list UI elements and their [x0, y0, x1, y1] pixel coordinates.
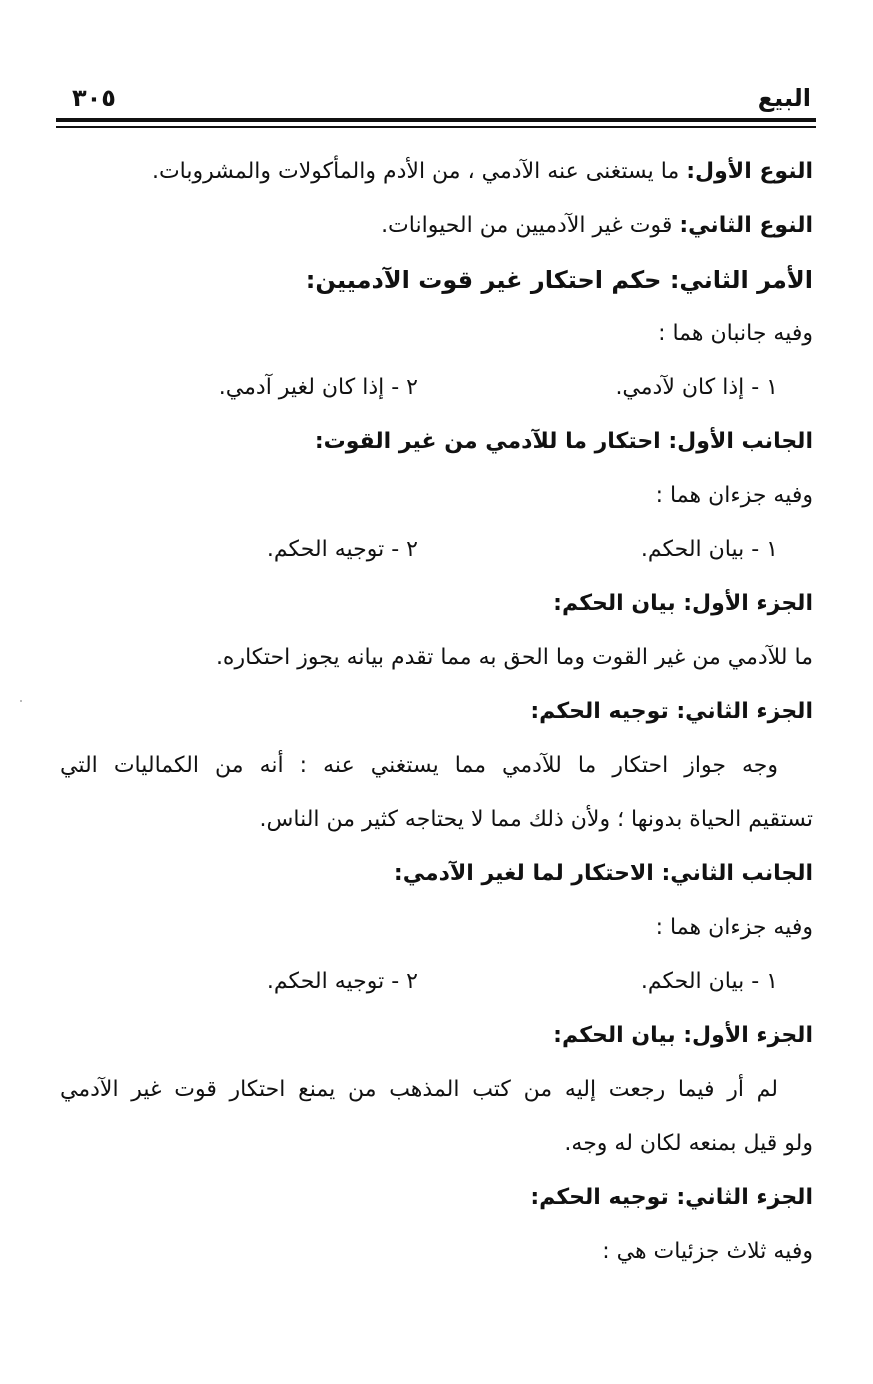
text-two-aspects-intro: وفيه جانبان هما :: [658, 321, 813, 346]
heading-part-two-justification: الجزء الثاني: توجيه الحكم:: [530, 699, 813, 724]
text-ruling-permitted: ما للآدمي من غير القوت وما الحق به مما تقدم بيانه يجوز احتكاره.: [215, 645, 813, 670]
heading-part-one-ruling-2: الجزء الأول: بيان الحكم:: [553, 1023, 813, 1048]
margin-speck: [20, 700, 22, 702]
heading-second-aspect: الجانب الثاني: الاحتكار لما لغير الآدمي:: [393, 861, 813, 886]
running-title: البيع: [757, 84, 811, 112]
heading-part-two-justification-2: الجزء الثاني: توجيه الحكم:: [530, 1185, 813, 1210]
label-type-one: النوع الأول:: [686, 159, 813, 184]
paragraph-type-one: [152, 154, 813, 190]
text-justification-line-1: وجه جواز احتكار ما للآدمي مما يستغني عنه : أنه من الكماليات التي: [60, 753, 778, 778]
heading-second-matter: الأمر الثاني: حكم احتكار غير قوت الآدميين:: [305, 266, 813, 294]
list-item-aspect-2: ٢ - إذا كان لغير آدمي.: [218, 375, 418, 400]
list-item-part-2a: ١ - بيان الحكم.: [640, 969, 778, 994]
page-number: ٣٠٥: [72, 84, 116, 112]
list-item-aspect-1: ١ - إذا كان لآدمي.: [615, 375, 778, 400]
list-item-part-2b: ٢ - توجيه الحكم.: [266, 969, 418, 994]
text-ruling-2-line-1: لم أر فيما رجعت إليه من كتب المذهب من يمنع احتكار قوت غير الآدمي: [60, 1077, 778, 1102]
header-rule-thick: [56, 118, 816, 122]
text-type-two: قوت غير الآدميين من الحيوانات.: [381, 213, 673, 238]
heading-part-one-ruling: الجزء الأول: بيان الحكم:: [553, 591, 813, 616]
label-type-two: النوع الثاني:: [679, 213, 813, 238]
list-item-part-1a: ١ - بيان الحكم.: [640, 537, 778, 562]
text-two-parts-intro-2: وفيه جزءان هما :: [655, 915, 813, 940]
heading-first-aspect: الجانب الأول: احتكار ما للآدمي من غير القوت:: [314, 429, 813, 454]
header-rule-thin: [56, 126, 816, 128]
list-item-part-1b: ٢ - توجيه الحكم.: [266, 537, 418, 562]
text-justification-line-2: تستقيم الحياة بدونها ؛ ولأن ذلك مما لا يحتاجه كثير من الناس.: [259, 807, 813, 832]
text-type-one: ما يستغنى عنه الآدمي ، من الأدم والمأكولات والمشروبات.: [151, 159, 680, 184]
text-three-subparts-intro: وفيه ثلاث جزئيات هي :: [602, 1239, 813, 1264]
paragraph-type-two: [381, 208, 813, 244]
text-two-parts-intro-1: وفيه جزءان هما :: [655, 483, 813, 508]
text-ruling-2-line-2: ولو قيل بمنعه لكان له وجه.: [564, 1131, 813, 1156]
